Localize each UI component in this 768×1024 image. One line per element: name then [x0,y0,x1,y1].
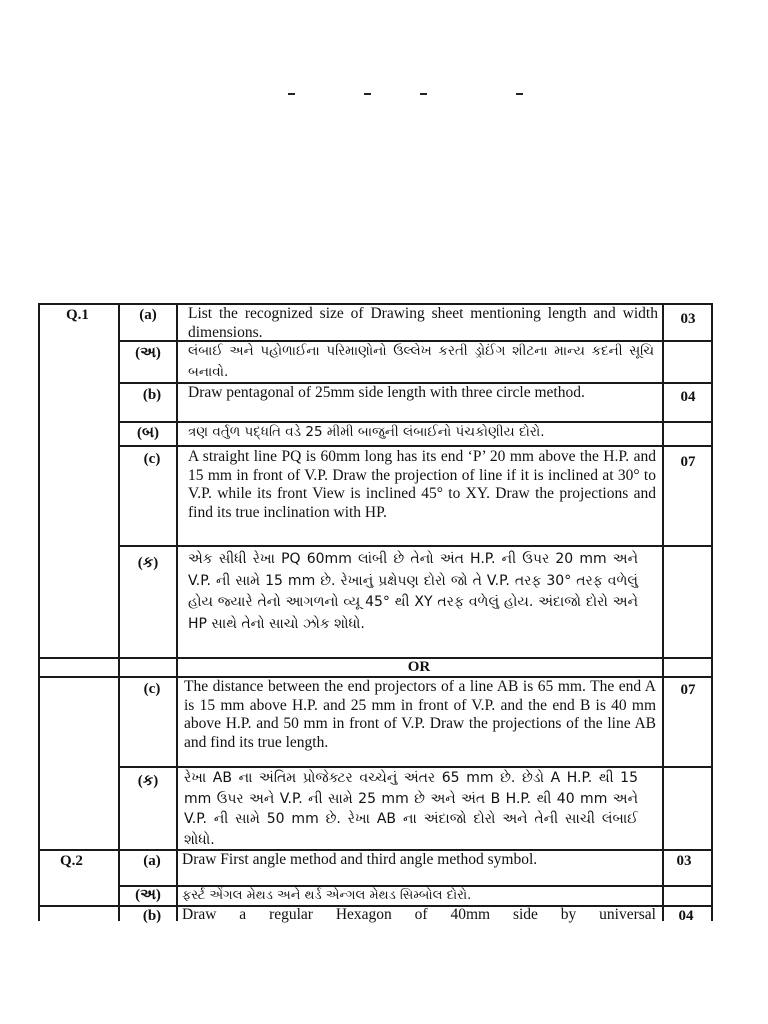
question-number-q2: Q.2 [60,853,83,869]
table-col-divider-1 [118,303,120,921]
q2-b-text: Draw a regular Hexagon of 40mm side by universal [182,906,656,923]
q1-a-label: (a) [139,307,157,323]
q2-b-marks: 04 [678,908,694,924]
q1-b-text: Draw pentagonal of 25mm side length with three circle method. [188,384,585,401]
q1-c-gu-text: એક સીધી રેખા PQ 60mm લાંબી છે તેનો અંત H.P. ની ઉપર 20 mm અને V.P. ની સામે 15 mm છે. રેખાનું પ્રક્ષેપણ દોરો જો તે V.P. તરફ 30° તરફ વળેલું હોય જ્યારે તેનો આગળનો વ્યૂ 45° થી XY તરફ વળેલું હોય. અંદાજો દોરો અને HP સાથે તેનો સાચો ઝોક શોધો. [188,551,638,632]
q1-c2-gu-label: (ક) [137,773,159,789]
q1-b-gu-text: ત્રણ વર્તુળ પદ્ધતિ વડે 25 મીમી બાજુની લંબાઈનો પંચકોણીય દોરો. [188,424,545,440]
q1-c-gu-label: (ક) [137,555,159,571]
q2-a-marks: 03 [676,853,692,869]
q2-a-text: Draw First angle method and third angle method symbol. [182,851,538,868]
header-dash-4 [516,93,523,95]
q2-a-gu-label: (અ) [135,887,161,903]
q1-c-label: (c) [143,451,161,467]
header-dash-3 [420,93,427,95]
row-divider [118,445,713,447]
q2-a-gu-text: ફર્સ્ટ એંગલ મેથડ અને થર્ડ એન્ગલ મેથડ સિમ્બોલ દોરો. [182,888,472,903]
row-divider [118,545,713,547]
q2-b-label: (b) [142,908,162,924]
q1-a-gu-text: લંબાઈ અને પહોળાઈના પરિમાણોનો ઉલ્લેખ કરતી ડ્રોઈંગ શીટના માન્ય કદની સૂચિ બનાવો. [188,343,654,380]
q1-a-text: List the recognized size of Drawing sheet mentioning length and width dimensions. [188,305,658,341]
header-dash-2 [364,93,371,95]
question-number-q1: Q.1 [66,307,89,323]
q1-a-gu-label: (અ) [135,345,161,361]
q1-b-marks: 04 [680,389,696,405]
table-border-left [38,303,40,921]
q2-a-label: (a) [143,853,161,869]
q1-c2-marks: 07 [680,682,696,698]
q1-c2-text: The distance between the end projectors of a line AB is 65 mm. The end A is 15 mm above H.P. and 25 mm in front of V.P. and the end B is 40 mm above H.P. and 50 mm in front of V.P. Draw the projections of the line AB and find its true length. [184,678,656,751]
or-divider-label: OR [407,659,431,675]
q1-c-marks: 07 [680,454,696,470]
q1-a-marks: 03 [680,311,696,327]
header-dash-1 [288,93,295,95]
q1-c-text: A straight line PQ is 60mm long has its end ‘P’ 20 mm above the H.P. and 15 mm in front of V.P. Draw the projection of line if it is inclined at 30° to V.P. while its front View is inclined 45° to XY. Draw the projections and find its true inclination with HP. [188,448,656,521]
q1-c2-label: (c) [143,681,161,697]
q1-b-label: (b) [142,387,162,403]
q1-b-gu-label: (બ) [136,425,160,441]
q1-c2-gu-text: રેખા AB ના અંતિમ પ્રોજેક્ટર વચ્ચેનું અંતર 65 mm છે. છેડો A H.P. થી 15 mm ઉપર અને V.P. ની સામે 25 mm છે અને અંત B H.P. થી 40 mm અને V.P. ની સામે 50 mm છે. રેખા AB ના અંદાજો દોરો અને તેની સાચી લંબાઈ શોધો. [184,770,638,848]
